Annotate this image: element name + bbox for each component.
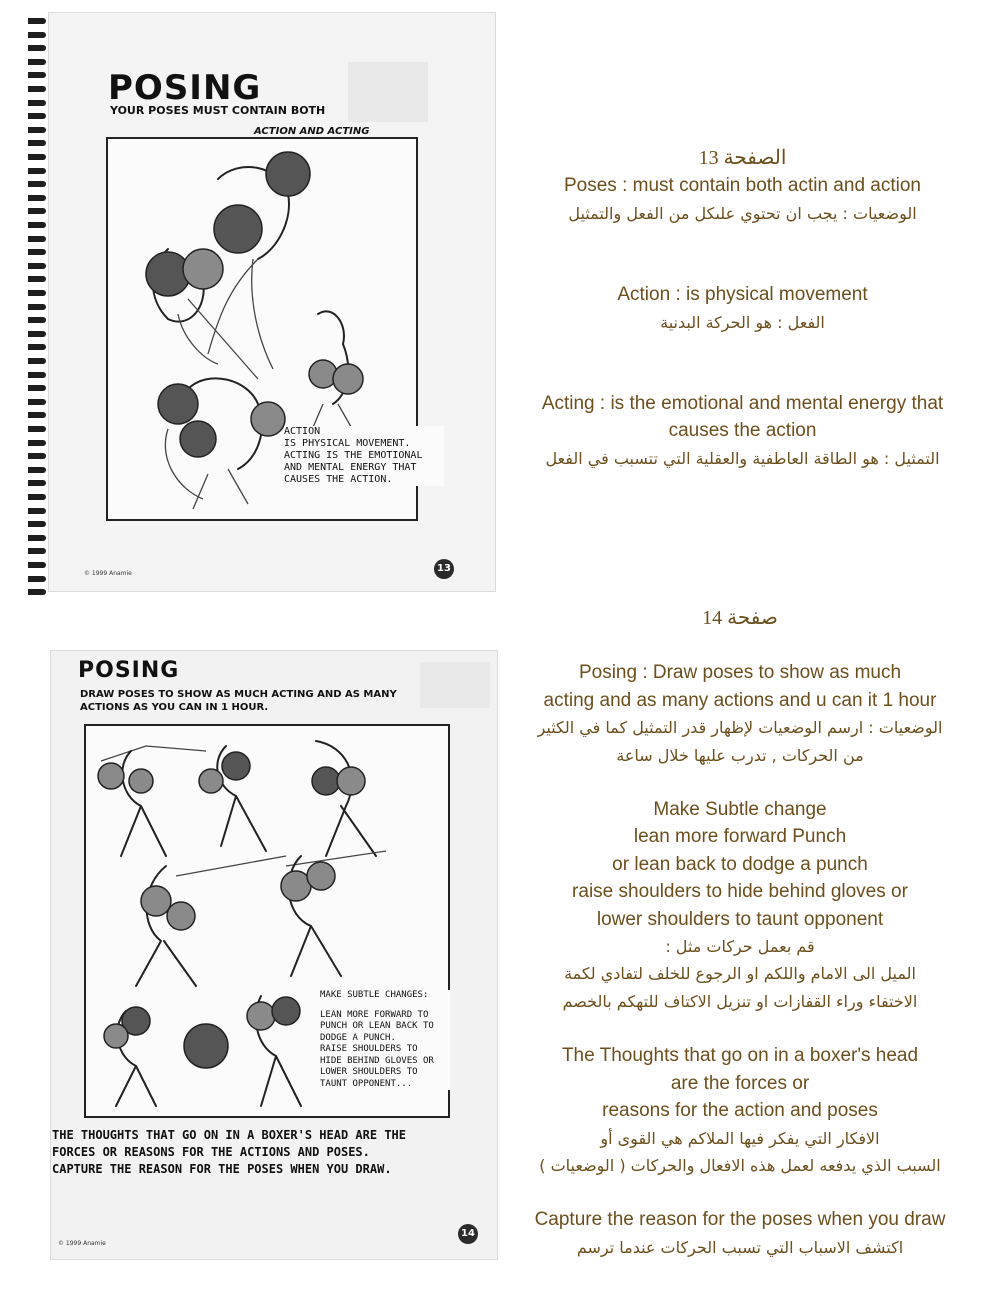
page-title: POSING xyxy=(78,658,180,683)
poses-english: Poses : must contain both actin and action xyxy=(564,175,921,197)
spiral-ring xyxy=(28,59,46,65)
posing-arabic: الوضعيات : ارسم الوضعيات لإظهار قدر التمثيل كما في الكثير xyxy=(537,718,943,738)
spiral-ring xyxy=(28,168,46,174)
spiral-ring xyxy=(28,426,46,432)
spiral-ring xyxy=(28,494,46,500)
show-through xyxy=(420,662,490,708)
spiral-ring xyxy=(28,440,46,446)
spiral-ring xyxy=(28,412,46,418)
spiral-ring xyxy=(28,222,46,228)
capture-arabic: اكتشف الاسباب التي تسبب الحركات عندما ترسم xyxy=(576,1237,904,1257)
acting-arabic: التمثيل : هو الطاقة العاطفية والعقلية التي تتسبب في الفعل xyxy=(545,448,940,468)
subtle-english: Make Subtle change xyxy=(653,799,827,821)
translation-page-13 xyxy=(505,145,980,472)
spiral-ring xyxy=(28,344,46,350)
spiral-ring xyxy=(28,276,46,282)
spiral-ring xyxy=(28,127,46,133)
subtle-changes-caption xyxy=(320,990,450,1090)
subtle-arabic: قم بعمل حركات مثل : xyxy=(665,937,815,957)
caption-line: IS PHYSICAL MOVEMENT. xyxy=(284,438,411,449)
heading: صفحة 14 xyxy=(702,607,778,629)
spiral-ring xyxy=(28,548,46,554)
caption-line: MAKE SUBTLE CHANGES: xyxy=(320,990,429,1000)
spiral-ring xyxy=(28,18,46,24)
spiral-ring xyxy=(28,358,46,364)
copyright: © 1999 Anamie xyxy=(84,570,132,577)
caption-line: ACTION xyxy=(284,426,321,437)
spiral-ring xyxy=(28,576,46,582)
caption-line: TAUNT OPPONENT... xyxy=(320,1078,413,1089)
page-title: POSING xyxy=(108,68,262,108)
spiral-ring xyxy=(28,304,46,310)
page-number-badge: 13 xyxy=(434,559,454,579)
subtle-english: lower shoulders to taunt opponent xyxy=(596,908,884,930)
book-page-14 xyxy=(50,650,498,1260)
subtle-english: lean more forward Punch xyxy=(633,826,847,848)
frame-label: ACTION AND ACTING xyxy=(254,126,370,137)
caption-line xyxy=(320,1002,450,1010)
caption-line: RAISE SHOULDERS TO xyxy=(320,1044,418,1054)
caption-line: LOWER SHOULDERS TO xyxy=(320,1067,418,1077)
book-page-13 xyxy=(48,12,496,592)
bottom-line: CAPTURE THE REASON FOR THE POSES WHEN YOU DRAW. xyxy=(52,1162,392,1176)
spiral-binding-icon xyxy=(28,14,48,604)
spiral-ring xyxy=(28,86,46,92)
spiral-ring xyxy=(28,45,46,51)
spiral-ring xyxy=(28,32,46,38)
action-english: Action : is physical movement xyxy=(617,284,868,306)
spiral-ring xyxy=(28,181,46,187)
spiral-ring xyxy=(28,521,46,527)
spiral-ring xyxy=(28,331,46,337)
subtle-english: raise shoulders to hide behind gloves or xyxy=(572,881,908,903)
page-number-badge: 14 xyxy=(458,1224,478,1244)
spiral-ring xyxy=(28,508,46,514)
capture-english: Capture the reason for the poses when you draw xyxy=(534,1209,946,1231)
subtle-english: or lean back to dodge a punch xyxy=(612,853,868,875)
heading: الصفحة 13 xyxy=(698,147,787,169)
spiral-ring xyxy=(28,467,46,473)
spiral-ring xyxy=(28,290,46,296)
posing-english: Posing : Draw poses to show as much xyxy=(578,662,902,684)
acting-english: Acting : is the emotional and mental energy that xyxy=(541,393,944,415)
posing-arabic: من الحركات , تدرب عليها خلال ساعة xyxy=(616,745,864,765)
spiral-ring xyxy=(28,535,46,541)
thoughts-english: are the forces or xyxy=(670,1072,810,1094)
spiral-ring xyxy=(28,372,46,378)
posing-english: acting and as many actions and u can it 1 hour xyxy=(543,689,937,711)
caption-line: ACTING IS THE EMOTIONAL xyxy=(284,450,423,461)
spiral-ring xyxy=(28,72,46,78)
subtitle-line: ACTIONS AS YOU CAN IN 1 HOUR. xyxy=(80,702,269,713)
spiral-ring xyxy=(28,399,46,405)
page-subtitle xyxy=(80,688,397,714)
caption-line: PUNCH OR LEAN BACK TO xyxy=(320,1021,434,1031)
caption-line: DODGE A PUNCH. xyxy=(320,1032,396,1043)
spiral-ring xyxy=(28,249,46,255)
caption-line: LEAN MORE FORWARD TO xyxy=(320,1009,429,1020)
spiral-ring xyxy=(28,385,46,391)
show-through xyxy=(348,62,428,122)
subtle-arabic: الاختفاء وراء القفازات او تنزيل الاكتاف للتهكم بالخصم xyxy=(562,991,918,1011)
spiral-ring xyxy=(28,113,46,119)
subtitle-line: DRAW POSES TO SHOW AS MUCH ACTING AND AS MANY xyxy=(80,689,397,700)
spiral-ring xyxy=(28,263,46,269)
spiral-ring xyxy=(28,236,46,242)
spiral-ring xyxy=(28,317,46,323)
action-arabic: الفعل : هو الحركة البدنية xyxy=(660,312,825,332)
spiral-ring xyxy=(28,195,46,201)
spiral-ring xyxy=(28,100,46,106)
caption-line: CAUSES THE ACTION. xyxy=(284,474,393,485)
spiral-ring xyxy=(28,589,46,595)
thoughts-english: The Thoughts that go on in a boxer's head xyxy=(561,1045,919,1067)
bottom-line: FORCES OR REASONS FOR THE ACTIONS AND POSES. xyxy=(52,1145,370,1159)
action-acting-caption xyxy=(284,426,444,486)
translation-page-14 xyxy=(500,605,980,1261)
caption-line: HIDE BEHIND GLOVES OR xyxy=(320,1055,434,1066)
copyright: © 1999 Anamie xyxy=(58,1240,106,1247)
spiral-ring xyxy=(28,140,46,146)
subtle-arabic: الميل الى الامام واللكم او الرجوع للخلف لتفادي لكمة xyxy=(564,964,916,984)
spiral-ring xyxy=(28,154,46,160)
spiral-ring xyxy=(28,453,46,459)
bottom-line: THE THOUGHTS THAT GO ON IN A BOXER'S HEAD ARE THE xyxy=(52,1128,407,1142)
spiral-ring xyxy=(28,480,46,486)
thoughts-arabic: السبب الذي يدفعه لعمل هذه الافعال والحركات ( الوضعيات ) xyxy=(539,1155,941,1175)
poses-arabic: الوضعيات : يجب ان تحتوي علىكل من الفعل والتمثيل xyxy=(568,203,917,223)
thoughts-arabic: الافكار التي يفكر فيها الملاكم هي القوى أو xyxy=(600,1128,880,1148)
caption-line: AND MENTAL ENERGY THAT xyxy=(284,462,417,473)
page-subtitle: YOUR POSES MUST CONTAIN BOTH xyxy=(110,104,326,117)
boxer-thoughts-text xyxy=(52,1127,406,1178)
spiral-ring xyxy=(28,208,46,214)
spiral-ring xyxy=(28,562,46,568)
thoughts-english: reasons for the action and poses xyxy=(602,1100,878,1122)
acting-english: causes the action xyxy=(668,420,817,442)
